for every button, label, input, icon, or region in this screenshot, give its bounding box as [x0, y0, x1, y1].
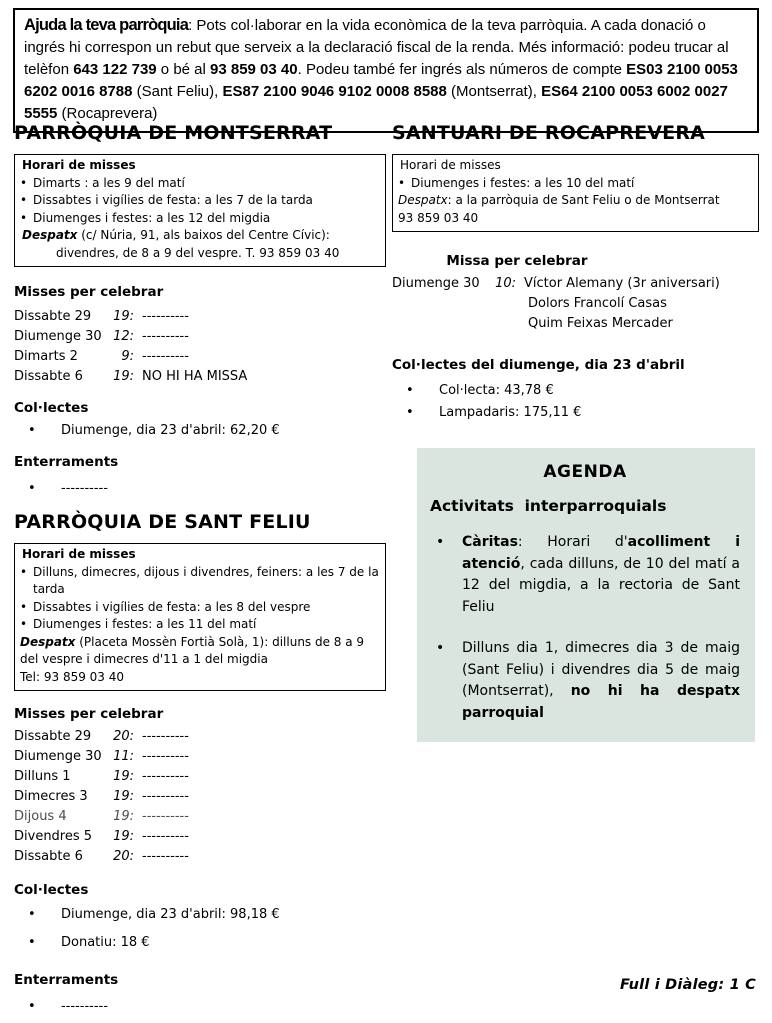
schedule-item-text: Dissabtes i vigílies de festa: a les 8 del vespre — [33, 599, 311, 614]
rocaprevera-collections-list — [392, 380, 759, 424]
schedule-item — [20, 616, 380, 634]
schedule-item — [20, 564, 380, 599]
mass-intention: ---------- — [142, 849, 189, 864]
mass-time: 20: — [113, 849, 134, 864]
burial-text: ---------- — [61, 481, 108, 496]
sant-feliu-burials-heading: Enterraments — [14, 972, 119, 988]
montserrat-collections-heading: Col·lectes — [14, 400, 89, 416]
iban-sant-feliu: ES03 2100 0053 6202 0016 8788 — [24, 61, 738, 100]
bullet-icon: • — [406, 405, 414, 420]
schedule-item-text: Diumenges i festes: a les 12 del migdia — [33, 210, 271, 225]
banner-text-6: (Rocaprevera) — [57, 105, 158, 122]
bullet-icon: • — [28, 907, 36, 922]
collection-text: Donatiu: 18 € — [61, 935, 150, 950]
rocaprevera-despatx-line — [398, 192, 753, 210]
sant-feliu-collections-list — [14, 905, 386, 953]
mass-intention: NO HI HA MISSA — [142, 369, 248, 384]
agenda-box — [417, 448, 755, 742]
mass-day: Dijous 4 — [14, 809, 67, 824]
mass-intention: Dolors Francolí Casas — [528, 296, 667, 311]
despatx-label: Despatx — [22, 228, 78, 242]
mass-row — [14, 847, 386, 867]
sant-feliu-despatx-line — [20, 634, 380, 669]
mass-time: 19: — [113, 809, 134, 824]
montserrat-burials-heading: Enterraments — [14, 454, 119, 470]
mass-intention: ---------- — [142, 349, 189, 364]
montserrat-schedule-box — [14, 154, 386, 267]
collection-item — [392, 380, 759, 402]
schedule-item-text: Dissabtes i vigílies de festa: a les 7 de la tarda — [33, 193, 313, 207]
bullet-icon: • — [406, 383, 414, 398]
mass-day: Divendres 5 — [14, 829, 93, 844]
mass-intention: ---------- — [142, 749, 189, 764]
agenda-subtitle: Activitats interparroquials — [430, 497, 667, 515]
agenda-item-text — [462, 638, 740, 724]
montserrat-masses-list — [14, 307, 386, 387]
banner-phone-2: 93 859 03 40 — [210, 61, 298, 78]
mass-row — [14, 827, 386, 847]
left-column — [14, 100, 386, 1017]
mass-day: Dissabte 6 — [14, 369, 83, 384]
mass-time: 20: — [113, 729, 134, 744]
mass-day: Dissabte 29 — [14, 729, 92, 744]
bullet-icon: • — [436, 640, 445, 656]
banner-phone-1: 643 122 739 — [73, 61, 157, 78]
mass-row — [14, 727, 386, 747]
despatx-label: Despatx — [20, 634, 76, 649]
collection-text: Diumenge, dia 23 d'abril: 62,20 € — [61, 423, 280, 438]
schedule-item — [20, 599, 380, 617]
mass-day: Dilluns 1 — [14, 769, 71, 784]
bullet-icon: • — [28, 423, 36, 438]
collection-text: Col·lecta: 43,78 € — [439, 383, 554, 398]
mass-intention: ---------- — [142, 309, 189, 324]
agenda-plain-text: , cada dilluns, de 10 del matí a 12 del migdia, a la rectoria de Sant Feliu — [462, 555, 740, 615]
burial-item — [14, 479, 386, 499]
sant-feliu-masses-heading: Misses per celebrar — [14, 706, 164, 722]
agenda-bold-text: Càritas — [462, 534, 518, 550]
mass-row — [14, 347, 386, 367]
mass-time: 19: — [113, 369, 134, 384]
bullet-icon: • — [20, 564, 28, 579]
mass-row — [392, 314, 759, 334]
collection-item — [14, 905, 386, 925]
bullet-icon: • — [398, 175, 406, 190]
schedule-item-text: Dilluns, dimecres, dijous i divendres, feiners: a les 7 de la tarda — [33, 564, 379, 596]
iban-montserrat: ES87 2100 9046 9102 0008 8588 — [222, 83, 447, 100]
mass-time: 19: — [113, 789, 134, 804]
despatx-text: (Placeta Mossèn Fortià Solà, 1): dilluns de 8 a 9 del vespre i dimecres d'11 a 1 del migdia — [20, 634, 365, 666]
right-column — [392, 100, 759, 742]
montserrat-title: PARRÒQUIA DE MONTSERRAT — [14, 122, 333, 144]
bullet-icon: • — [20, 599, 28, 614]
rocaprevera-phone: 93 859 03 40 — [398, 210, 479, 225]
mass-row — [14, 807, 386, 827]
banner-text-3: . Podeu també fer ingrés als números de compte — [297, 61, 627, 78]
bullet-icon: • — [436, 534, 445, 550]
bulletin-footer: Full i Diàleg: 1 C — [619, 977, 756, 993]
mass-intention: ---------- — [142, 329, 189, 344]
agenda-bold-text: acolliment i atenció — [462, 534, 740, 572]
collection-item — [14, 421, 386, 441]
mass-day: Dimarts 2 — [14, 349, 78, 364]
mass-day: Dimecres 3 — [14, 789, 88, 804]
mass-row — [14, 747, 386, 767]
bullet-icon: • — [28, 935, 36, 950]
mass-day: Diumenge 30 — [14, 749, 102, 764]
iban-rocaprevera: ES64 2100 0053 6002 0027 5555 — [24, 83, 728, 122]
rocaprevera-mass-heading: Missa per celebrar — [446, 253, 588, 269]
montserrat-despatx-line — [20, 227, 380, 245]
agenda-plain-text: Dilluns dia 1, dimecres dia 3 de maig (Sant Feliu) i divendres dia 5 de maig (Montserrat), — [462, 640, 740, 699]
montserrat-despatx-line2: divendres, de 8 a 9 del vespre. T. 93 859 03 40 — [56, 245, 340, 260]
banner-text-4: (Sant Feliu), — [132, 83, 223, 100]
mass-intention: ---------- — [142, 729, 189, 744]
schedule-item — [398, 175, 753, 193]
mass-row — [14, 767, 386, 787]
montserrat-masses-heading: Misses per celebrar — [14, 284, 164, 300]
burial-item — [14, 997, 386, 1017]
mass-intention: ---------- — [142, 769, 189, 784]
collection-item — [392, 402, 759, 424]
despatx-label: Despatx — [398, 193, 448, 207]
sant-feliu-schedule-box — [14, 543, 386, 691]
mass-day: Dissabte 29 — [14, 309, 92, 324]
mass-time: 19: — [113, 309, 134, 324]
agenda-bold-text: no hi ha despatx parroquial — [462, 683, 740, 721]
collection-item — [14, 933, 386, 953]
mass-day: Dissabte 6 — [14, 849, 83, 864]
mass-time: 10: — [495, 276, 516, 291]
schedule-item — [20, 192, 380, 210]
collection-text: Diumenge, dia 23 d'abril: 98,18 € — [61, 907, 280, 922]
agenda-title: AGENDA — [543, 462, 627, 482]
banner-text-1: : Pots col·laborar en la vida econòmica de la teva parròquia. A cada donació o ingrés hi correspon un rebut que serveix a la declaració fiscal de la renda. Més informació: podeu trucar al telèfon — [24, 17, 729, 78]
mass-row — [392, 294, 759, 314]
bullet-icon: • — [20, 175, 28, 190]
mass-day: Diumenge 30 — [392, 276, 480, 291]
banner-brand-text: Ajuda la teva parròquia — [24, 16, 189, 34]
bullet-icon: • — [20, 193, 28, 207]
despatx-text: (c/ Núria, 91, als baixos del Centre Cívic): — [77, 228, 330, 242]
mass-time: 12: — [113, 329, 134, 344]
sant-feliu-masses-list — [14, 727, 386, 867]
mass-intention: ---------- — [142, 789, 189, 804]
banner-text-5: (Montserrat), — [446, 83, 542, 100]
sant-feliu-phone: Tel: 93 859 03 40 — [20, 669, 125, 684]
agenda-item — [430, 532, 740, 618]
agenda-item-text — [462, 532, 740, 618]
rocaprevera-schedule-heading: Horari de misses — [400, 158, 501, 172]
mass-time: 19: — [113, 829, 134, 844]
bullet-icon: • — [20, 617, 28, 631]
mass-day: Diumenge 30 — [14, 329, 102, 344]
agenda-plain-text: : Horari d' — [517, 534, 628, 550]
bullet-icon: • — [20, 210, 28, 225]
schedule-item-text: Diumenges i festes: a les 10 del matí — [411, 175, 635, 190]
schedule-item-text: Diumenges i festes: a les 11 del matí — [33, 617, 257, 631]
mass-intention: ---------- — [142, 829, 189, 844]
schedule-item — [20, 175, 380, 193]
banner-text-2: o bé al — [156, 61, 211, 78]
mass-time: 11: — [113, 749, 134, 764]
sant-feliu-schedule-heading: Horari de misses — [22, 547, 136, 561]
schedule-item — [20, 210, 380, 228]
sant-feliu-collections-heading: Col·lectes — [14, 882, 89, 898]
rocaprevera-schedule-box — [392, 154, 759, 232]
despatx-text: : a la parròquia de Sant Feliu o de Montserrat — [447, 193, 720, 207]
mass-row — [14, 307, 386, 327]
rocaprevera-title: SANTUARI DE ROCAPREVERA — [392, 122, 706, 144]
montserrat-schedule-heading: Horari de misses — [22, 158, 136, 172]
mass-intention: Víctor Alemany (3r aniversari) — [524, 276, 720, 291]
mass-row — [14, 367, 386, 387]
bullet-icon: • — [28, 481, 36, 496]
mass-row — [14, 327, 386, 347]
mass-intention: Quim Feixas Mercader — [528, 316, 673, 331]
collection-text: Lampadaris: 175,11 € — [439, 405, 582, 420]
rocaprevera-mass-list — [392, 274, 759, 334]
agenda-item — [430, 638, 740, 724]
sant-feliu-title: PARRÒQUIA DE SANT FELIU — [14, 511, 311, 533]
mass-time: 19: — [113, 769, 134, 784]
mass-row — [392, 274, 759, 294]
mass-time: 9: — [121, 349, 134, 364]
rocaprevera-collections-heading: Col·lectes del diumenge, dia 23 d'abril — [392, 357, 685, 373]
burial-text: ---------- — [61, 999, 108, 1014]
schedule-item-text: Dimarts : a les 9 del matí — [33, 175, 185, 190]
bullet-icon: • — [28, 999, 36, 1014]
mass-intention: ---------- — [142, 809, 189, 824]
mass-row — [14, 787, 386, 807]
